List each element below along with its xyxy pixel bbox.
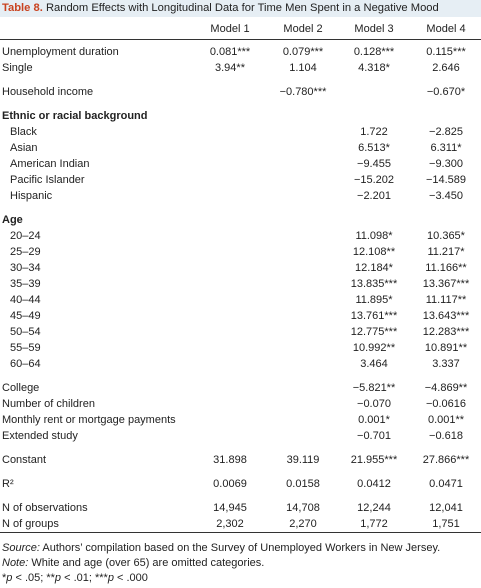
row-label: Monthly rent or mortgage payments xyxy=(2,414,176,426)
cell-model-4: 10.365* xyxy=(427,230,465,242)
cell-model-3: 13.761*** xyxy=(350,310,398,322)
table-row xyxy=(0,428,481,444)
table-row xyxy=(0,276,481,292)
cell-model-3: −0.070 xyxy=(357,398,391,410)
cell-model-4: 10.891** xyxy=(424,342,468,354)
row-label: N of observations xyxy=(2,502,88,514)
cell-model-4: 0.001** xyxy=(427,414,465,426)
column-header-model-3: Model 3 xyxy=(354,23,394,35)
cell-model-4: 11.117** xyxy=(425,294,467,306)
table-row xyxy=(0,412,481,428)
table-caption xyxy=(0,0,481,17)
cell-model-4: 2.646 xyxy=(432,62,460,74)
cell-model-4: 12.283*** xyxy=(422,326,470,338)
omitted-note: Note: White and age (over 65) are omitted categories. xyxy=(2,557,265,569)
row-label: 50–54 xyxy=(10,326,41,338)
cell-model-4: 0.0471 xyxy=(429,478,463,490)
cell-model-3: 11.098* xyxy=(355,230,393,242)
row-label: 40–44 xyxy=(10,294,41,306)
table-row xyxy=(0,140,481,156)
cell-model-1: 31.898 xyxy=(213,454,247,466)
column-header-model-1: Model 1 xyxy=(210,23,250,35)
cell-model-4: −9.300 xyxy=(429,158,463,170)
row-label: College xyxy=(2,382,40,394)
table-number: Table 8. xyxy=(2,2,43,14)
table-row xyxy=(0,244,481,260)
cell-model-4: 3.337 xyxy=(432,358,460,370)
table-row xyxy=(0,500,481,516)
cell-model-3: −9.455 xyxy=(357,158,391,170)
cell-model-1: 14,945 xyxy=(213,502,247,514)
table-row xyxy=(0,356,481,372)
cell-model-2: 2,270 xyxy=(289,518,317,530)
footer-rule xyxy=(0,532,481,533)
table-row xyxy=(0,188,481,204)
cell-model-2: 14,708 xyxy=(286,502,320,514)
cell-model-4: 11.217* xyxy=(427,246,465,258)
row-label: 20–24 xyxy=(10,230,41,242)
cell-model-3: −2.201 xyxy=(357,190,391,202)
cell-model-3: 1,772 xyxy=(360,518,388,530)
table-row xyxy=(0,172,481,188)
cell-model-3: 10.992** xyxy=(352,342,396,354)
table-row xyxy=(0,292,481,308)
table-row xyxy=(0,476,481,492)
cell-model-3: 12.184* xyxy=(355,262,393,274)
row-label: Black xyxy=(10,126,37,138)
cell-model-2: 0.0158 xyxy=(286,478,320,490)
row-label: Asian xyxy=(10,142,38,154)
cell-model-4: 12,041 xyxy=(429,502,463,514)
column-header-row xyxy=(0,19,481,39)
table-notes xyxy=(0,541,481,586)
table-section-header xyxy=(0,108,481,124)
row-label: Hispanic xyxy=(10,190,53,202)
cell-model-3: −5.821** xyxy=(352,382,396,394)
cell-model-4: 1,751 xyxy=(432,518,460,530)
cell-model-3: 12,244 xyxy=(357,502,391,514)
table-title: Random Effects with Longitudinal Data for Time Men Spent in a Negative Mood xyxy=(45,2,439,14)
row-label: N of groups xyxy=(2,518,59,530)
cell-model-3: 0.001* xyxy=(358,414,390,426)
row-label: Extended study xyxy=(2,430,78,442)
cell-model-4: −0.670* xyxy=(426,86,466,98)
table-row xyxy=(0,340,481,356)
table-row xyxy=(0,308,481,324)
cell-model-2: 0.079*** xyxy=(282,46,324,58)
table-row xyxy=(0,156,481,172)
row-label: Pacific Islander xyxy=(10,174,85,186)
cell-model-3: 0.128*** xyxy=(353,46,395,58)
cell-model-4: 11.166** xyxy=(425,262,467,274)
cell-model-3: −15.202 xyxy=(353,174,395,186)
cell-model-1: 0.081*** xyxy=(209,46,251,58)
table-row xyxy=(0,44,481,60)
table-row xyxy=(0,452,481,468)
cell-model-4: 27.866*** xyxy=(422,454,470,466)
table-row xyxy=(0,124,481,140)
row-label: 45–49 xyxy=(10,310,41,322)
cell-model-3: 6.513* xyxy=(358,142,390,154)
column-header-model-2: Model 2 xyxy=(283,23,323,35)
cell-model-3: 1.722 xyxy=(360,126,388,138)
table-row xyxy=(0,260,481,276)
cell-model-2: −0.780*** xyxy=(279,86,327,98)
table-section-header xyxy=(0,212,481,228)
cell-model-4: −3.450 xyxy=(429,190,463,202)
row-label: Household income xyxy=(2,86,94,98)
cell-model-4: 6.311* xyxy=(430,142,462,154)
table-row xyxy=(0,396,481,412)
table-row xyxy=(0,60,481,76)
cell-model-3: 0.0412 xyxy=(357,478,391,490)
row-label: Age xyxy=(2,214,23,226)
cell-model-4: −2.825 xyxy=(429,126,463,138)
row-label: Single xyxy=(2,62,33,74)
cell-model-1: 0.0069 xyxy=(213,478,247,490)
table-row xyxy=(0,84,481,100)
row-label: 55–59 xyxy=(10,342,41,354)
table-row xyxy=(0,516,481,532)
cell-model-2: 1.104 xyxy=(289,62,317,74)
cell-model-3: 13.835*** xyxy=(350,278,398,290)
cell-model-3: 3.464 xyxy=(360,358,388,370)
column-header-model-4: Model 4 xyxy=(426,23,466,35)
source-note: Source: Authors’ compilation based on the Survey of Unemployed Workers in New Jersey. xyxy=(2,542,441,554)
significance-note: *p < .05; **p < .01; ***p < .000 xyxy=(2,572,148,584)
row-label: Constant xyxy=(2,454,47,466)
cell-model-1: 3.94** xyxy=(215,62,245,74)
cell-model-4: −4.869** xyxy=(424,382,468,394)
table-row xyxy=(0,380,481,396)
cell-model-3: 12.775*** xyxy=(350,326,398,338)
cell-model-3: 4.318* xyxy=(358,62,390,74)
row-label: American Indian xyxy=(10,158,90,170)
cell-model-4: 13.367*** xyxy=(422,278,470,290)
cell-model-3: 12.108** xyxy=(352,246,396,258)
row-label: 35–39 xyxy=(10,278,41,290)
cell-model-3: −0.701 xyxy=(357,430,391,442)
cell-model-4: −14.589 xyxy=(425,174,467,186)
row-label: 25–29 xyxy=(10,246,41,258)
row-label: R² xyxy=(2,478,14,490)
cell-model-4: 0.115*** xyxy=(426,46,466,58)
row-label: Number of children xyxy=(2,398,95,410)
row-label: Unemployment duration xyxy=(2,46,119,58)
cell-model-3: 21.955*** xyxy=(350,454,398,466)
table-row xyxy=(0,228,481,244)
cell-model-4: 13.643*** xyxy=(422,310,470,322)
table-row xyxy=(0,324,481,340)
row-label: Ethnic or racial background xyxy=(2,110,148,122)
row-label: 30–34 xyxy=(10,262,41,274)
cell-model-1: 2,302 xyxy=(216,518,244,530)
row-label: 60–64 xyxy=(10,358,41,370)
cell-model-4: −0.0616 xyxy=(425,398,467,410)
cell-model-3: 11.895* xyxy=(355,294,393,306)
cell-model-2: 39.119 xyxy=(286,454,320,466)
cell-model-4: −0.618 xyxy=(429,430,463,442)
table-body xyxy=(0,44,481,532)
